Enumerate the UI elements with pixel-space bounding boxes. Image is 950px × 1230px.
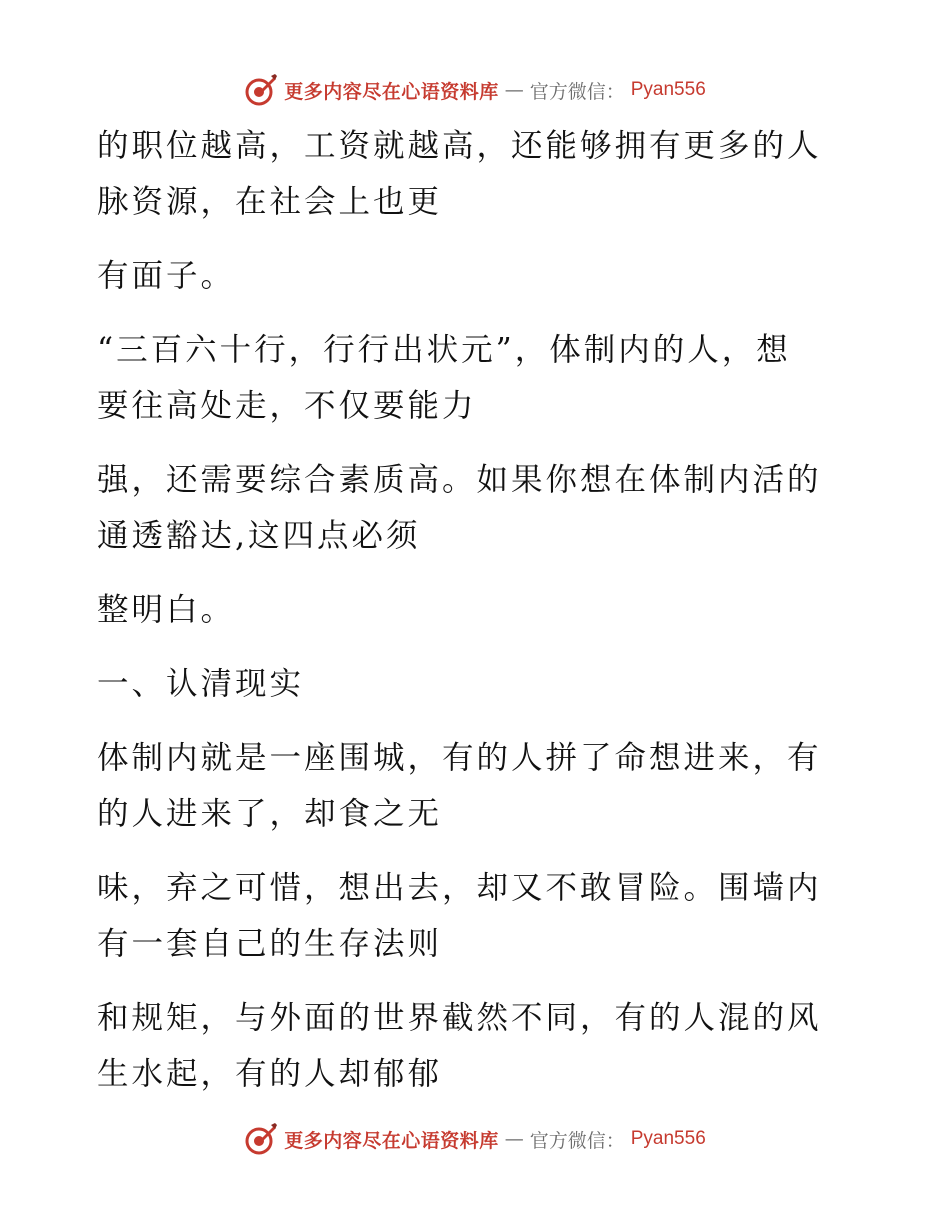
footer-watermark xyxy=(0,1119,950,1159)
paragraph xyxy=(97,582,842,638)
paragraph-line: “三百六十行，行行出状元”，体制内的人，想 xyxy=(97,332,791,368)
paragraph-line: 体制内就是一座围城，有的人拼了命想进来，有 xyxy=(97,740,822,776)
section-heading xyxy=(97,656,842,712)
paragraph xyxy=(97,452,842,564)
paragraph-line: 有一套自己的生存法则 xyxy=(97,926,443,962)
paragraph-line: 味，弃之可惜，想出去，却又不敢冒险。围墙内 xyxy=(97,870,822,906)
paragraph xyxy=(97,118,842,230)
watermark-brand: 更多内容尽在心语资料库 xyxy=(284,80,499,103)
paragraph-line: 脉资源，在社会上也更 xyxy=(97,184,443,220)
watermark-dash: — xyxy=(504,79,524,101)
paragraph xyxy=(97,322,842,434)
document-body xyxy=(97,118,842,1120)
watermark-brand: 更多内容尽在心语资料库 xyxy=(284,1129,499,1152)
paragraph-line: 通透豁达,这四点必须 xyxy=(97,518,421,554)
paragraph-line: 有面子。 xyxy=(97,258,236,294)
watermark-dash: — xyxy=(504,1128,524,1150)
paragraph xyxy=(97,990,842,1102)
paragraph-line: 和规矩，与外面的世界截然不同，有的人混的风 xyxy=(97,1000,822,1036)
watermark-group xyxy=(244,73,706,107)
pen-logo-icon xyxy=(244,1122,278,1156)
paragraph xyxy=(97,248,842,304)
watermark-suffix: 官方微信： xyxy=(529,1129,625,1152)
pen-logo-icon xyxy=(244,73,278,107)
paragraph-line: 的职位越高，工资就越高，还能够拥有更多的人 xyxy=(97,128,822,164)
watermark-wechat-id: Pyan556 xyxy=(630,79,706,100)
paragraph xyxy=(97,860,842,972)
paragraph xyxy=(97,730,842,842)
header-watermark xyxy=(0,70,950,110)
watermark-wechat-id: Pyan556 xyxy=(630,1128,706,1149)
watermark-group xyxy=(244,1122,706,1156)
paragraph-line: 生水起，有的人却郁郁 xyxy=(97,1056,443,1092)
paragraph-line: 要往高处走，不仅要能力 xyxy=(97,388,477,424)
paragraph-line: 的人进来了，却食之无 xyxy=(97,796,443,832)
watermark-suffix: 官方微信： xyxy=(529,80,625,103)
paragraph-line: 整明白。 xyxy=(97,592,236,628)
paragraph-line: 强，还需要综合素质高。如果你想在体制内活的 xyxy=(97,462,822,498)
heading-text: 一、认清现实 xyxy=(97,666,305,702)
